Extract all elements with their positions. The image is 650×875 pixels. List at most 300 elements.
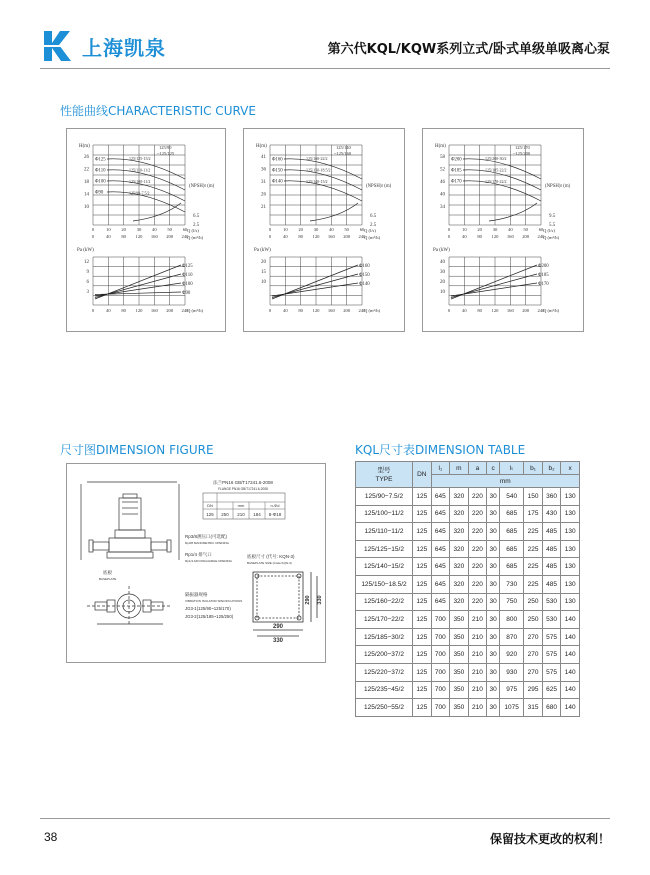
col-type bbox=[356, 462, 413, 488]
h-tick-label: 34 bbox=[440, 205, 445, 210]
flange-head-bolt: n-Φd bbox=[270, 503, 280, 508]
impeller-label: Φ90 bbox=[95, 190, 104, 196]
impeller-label: Φ200 bbox=[451, 157, 462, 163]
table-row bbox=[356, 540, 580, 558]
table-cell: 350 bbox=[450, 646, 469, 664]
h-axis-label: H(m) bbox=[79, 144, 90, 149]
table-row bbox=[356, 593, 580, 611]
power-curve bbox=[95, 292, 181, 295]
table-row bbox=[356, 681, 580, 699]
cell-type: 125/185−30/2 bbox=[356, 628, 413, 646]
power-curve-label: Φ170 bbox=[538, 282, 549, 287]
table-cell: 270 bbox=[524, 628, 543, 646]
table-cell: 130 bbox=[561, 575, 580, 593]
isolator-label: 隔振器规格 bbox=[185, 592, 208, 597]
table-cell: 350 bbox=[450, 611, 469, 629]
flange-val-bolt: 8-Φ18 bbox=[268, 512, 282, 517]
impeller-label: Φ140 bbox=[272, 179, 283, 185]
table-row bbox=[356, 558, 580, 576]
p-tick-label: 30 bbox=[440, 270, 445, 275]
table-cell: 645 bbox=[431, 575, 450, 593]
table-cell: 130 bbox=[561, 593, 580, 611]
table-cell: 685 bbox=[500, 523, 524, 541]
cell-type: 125/200−37/2 bbox=[356, 646, 413, 664]
q2-tick: 200 bbox=[343, 308, 351, 313]
h-tick-label: 18 bbox=[84, 180, 89, 185]
table-cell: 625 bbox=[542, 681, 561, 699]
impeller-label: Φ160 bbox=[272, 157, 283, 163]
table-cell: 485 bbox=[542, 558, 561, 576]
table-cell: 685 bbox=[500, 505, 524, 523]
npsh-label: (NPSH)r (m) bbox=[366, 184, 392, 189]
q1-tick: 40 bbox=[329, 227, 334, 232]
table-cell: 315 bbox=[524, 699, 543, 717]
cell-type: 125/160−22/2 bbox=[356, 593, 413, 611]
power-curve-label: Φ100 bbox=[182, 282, 193, 287]
impeller-label: Φ170 bbox=[451, 179, 462, 185]
curve-model-label: 125/125-15/2 bbox=[129, 156, 151, 161]
col-c: c bbox=[487, 462, 500, 475]
h-tick-label: 10 bbox=[84, 205, 89, 210]
q2-tick: 160 bbox=[506, 308, 514, 313]
curve-model-label: 125/100-11/2 bbox=[129, 179, 151, 184]
q2-tick: 240 bbox=[181, 308, 189, 313]
table-cell: 700 bbox=[431, 663, 450, 681]
footer-divider bbox=[40, 818, 610, 819]
table-cell: 350 bbox=[450, 628, 469, 646]
h-tick-label: 31 bbox=[261, 180, 266, 185]
table-cell: 30 bbox=[487, 663, 500, 681]
table-cell: 130 bbox=[561, 523, 580, 541]
q2-axis-label: Q (m³/h) bbox=[364, 308, 381, 313]
table-row bbox=[356, 523, 580, 541]
q1-tick: 50 bbox=[167, 227, 172, 232]
flange-title: 法兰PN16 GB/T17241.6-2008 bbox=[213, 480, 273, 485]
curve-model-label: 125/160-22/2 bbox=[306, 156, 328, 161]
q1-tick: 10 bbox=[462, 227, 467, 232]
p-tick-label: 3 bbox=[86, 290, 89, 295]
table-cell: 320 bbox=[450, 575, 469, 593]
table-cell: 140 bbox=[561, 628, 580, 646]
q1-tick: 50 bbox=[523, 227, 528, 232]
series-label: ~125/200 bbox=[513, 151, 531, 156]
col-x: x bbox=[561, 462, 580, 475]
h-tick-label: 26 bbox=[84, 155, 89, 160]
table-cell: 30 bbox=[487, 505, 500, 523]
col-b2: b₂ bbox=[542, 462, 561, 475]
q2-tick: 80 bbox=[298, 234, 303, 239]
table-cell: 530 bbox=[542, 611, 561, 629]
curve-model-label: 125/140-15/2 bbox=[306, 179, 328, 184]
q2-tick: 80 bbox=[477, 308, 482, 313]
col-b1: b₁ bbox=[524, 462, 543, 475]
table-cell: 685 bbox=[500, 540, 524, 558]
p-axis-label: Pa (kW) bbox=[254, 248, 271, 253]
q1-tick: 0 bbox=[91, 227, 95, 232]
q1-tick: 60 bbox=[359, 227, 365, 232]
dimension-drawing bbox=[67, 464, 325, 662]
curve-model-label: 125/90-7.5/2 bbox=[129, 190, 150, 196]
table-cell: 930 bbox=[500, 663, 524, 681]
table-cell: 30 bbox=[487, 699, 500, 717]
col-a: a bbox=[468, 462, 487, 475]
table-cell: 680 bbox=[542, 699, 561, 717]
table-cell: 220 bbox=[468, 593, 487, 611]
performance-curve-2 bbox=[244, 129, 404, 331]
q2-tick: 160 bbox=[150, 308, 158, 313]
table-cell: 125 bbox=[413, 575, 432, 593]
q2-tick: 160 bbox=[327, 308, 335, 313]
p-tick-label: 6 bbox=[86, 280, 89, 285]
h-tick-label: 46 bbox=[440, 180, 445, 185]
q2-axis-label: Q (m³/h) bbox=[543, 235, 560, 240]
q2-axis-label: Q (m³/h) bbox=[364, 235, 381, 240]
impeller-label: Φ110 bbox=[95, 168, 106, 174]
curve-model-label: 125/200-30/2 bbox=[485, 156, 507, 161]
table-cell: 870 bbox=[500, 628, 524, 646]
power-curve-label: Φ90 bbox=[182, 291, 191, 296]
q2-tick: 240 bbox=[358, 234, 366, 239]
h-tick-label: 14 bbox=[84, 192, 89, 198]
flange-sub: FLANGE PN16 GB/T17241.6-2008 bbox=[218, 487, 268, 491]
col-type-cn: 型号 bbox=[377, 466, 391, 474]
flange-val-d: 250 bbox=[221, 512, 229, 517]
table-cell: 125 bbox=[413, 628, 432, 646]
note-manometric: Rp3/8测压口(可选配) bbox=[185, 534, 228, 539]
cell-type: 125/250−55/2 bbox=[356, 699, 413, 717]
p-tick-label: 10 bbox=[440, 290, 445, 295]
flange-val-dn: 125 bbox=[206, 512, 214, 517]
series-label: 125/140 bbox=[336, 145, 351, 150]
table-cell: 210 bbox=[468, 663, 487, 681]
q1-tick: 60 bbox=[182, 227, 188, 232]
table-cell: 125 bbox=[413, 488, 432, 506]
table-cell: 250 bbox=[524, 611, 543, 629]
q2-tick: 120 bbox=[135, 308, 143, 313]
q2-tick: 40 bbox=[283, 308, 288, 313]
table-cell: 320 bbox=[450, 523, 469, 541]
q2-tick: 40 bbox=[462, 308, 467, 313]
q2-tick: 0 bbox=[268, 234, 272, 239]
curve-panel-2 bbox=[243, 128, 405, 332]
h-tick-label: 21 bbox=[261, 205, 266, 210]
page-header bbox=[0, 0, 650, 70]
q2-tick: 80 bbox=[121, 234, 126, 239]
dimension-table bbox=[355, 461, 580, 717]
q2-tick: 80 bbox=[477, 234, 482, 239]
table-cell: 270 bbox=[524, 646, 543, 664]
q2-axis-label: Q (m³/h) bbox=[543, 308, 560, 313]
pump-elevation-view bbox=[81, 482, 179, 560]
q2-tick: 160 bbox=[150, 234, 158, 239]
curve-panel-1 bbox=[66, 128, 226, 332]
company-logo bbox=[40, 28, 166, 64]
q1-tick: 0 bbox=[268, 227, 272, 232]
q1-tick: 50 bbox=[344, 227, 349, 232]
baseplate-label: 底板尺寸 (代号: KQN-3) bbox=[247, 554, 295, 559]
table-cell: 530 bbox=[542, 593, 561, 611]
flange-spec-table bbox=[203, 479, 285, 519]
q2-tick: 200 bbox=[343, 234, 351, 239]
table-header-row bbox=[356, 462, 580, 475]
table-row bbox=[356, 488, 580, 506]
cell-type: 125/125−15/2 bbox=[356, 540, 413, 558]
q2-tick: 0 bbox=[268, 308, 272, 313]
table-row bbox=[356, 628, 580, 646]
table-cell: 220 bbox=[468, 505, 487, 523]
q2-tick: 200 bbox=[166, 308, 174, 313]
table-cell: 485 bbox=[542, 523, 561, 541]
table-cell: 750 bbox=[500, 593, 524, 611]
table-cell: 645 bbox=[431, 488, 450, 506]
table-cell: 30 bbox=[487, 628, 500, 646]
table-cell: 140 bbox=[561, 699, 580, 717]
flange-val-k2: 184 bbox=[253, 512, 261, 517]
q2-tick: 240 bbox=[358, 308, 366, 313]
curve-model-label: 125/170-22/2 bbox=[485, 179, 507, 184]
table-cell: 225 bbox=[524, 540, 543, 558]
table-cell: 210 bbox=[468, 699, 487, 717]
h-axis-label: H(m) bbox=[256, 144, 267, 149]
table-cell: 645 bbox=[431, 540, 450, 558]
curve-model-label: 125/110-11/2 bbox=[129, 167, 151, 173]
npsh-label: (NPSH)r (m) bbox=[189, 184, 215, 189]
table-cell: 125 bbox=[413, 540, 432, 558]
table-cell: 320 bbox=[450, 558, 469, 576]
table-cell: 30 bbox=[487, 593, 500, 611]
q2-tick: 240 bbox=[181, 234, 189, 239]
q2-tick: 200 bbox=[166, 234, 174, 239]
table-row bbox=[356, 663, 580, 681]
table-cell: 140 bbox=[561, 681, 580, 699]
q1-tick: 30 bbox=[136, 227, 142, 232]
cell-type: 125/100−11/2 bbox=[356, 505, 413, 523]
p-tick-label: 10 bbox=[261, 280, 266, 285]
table-cell: 250 bbox=[524, 593, 543, 611]
isolator-label-en: VIBRATION ISOLATOR SPECIFICATIONS bbox=[185, 599, 243, 603]
table-row bbox=[356, 611, 580, 629]
q2-tick: 120 bbox=[491, 234, 499, 239]
cell-type: 125/220−37/2 bbox=[356, 663, 413, 681]
table-cell: 140 bbox=[561, 646, 580, 664]
cell-type: 125/170−22/2 bbox=[356, 611, 413, 629]
flange-head-dn: DN bbox=[207, 503, 213, 508]
page-number: 38 bbox=[44, 830, 58, 844]
table-cell: 225 bbox=[524, 558, 543, 576]
curve-section-title: 性能曲线CHARACTERISTIC CURVE bbox=[60, 104, 256, 118]
table-cell: 210 bbox=[468, 646, 487, 664]
table-cell: 125 bbox=[413, 558, 432, 576]
table-cell: 485 bbox=[542, 540, 561, 558]
curve-panel-3 bbox=[422, 128, 584, 332]
table-cell: 575 bbox=[542, 646, 561, 664]
dimension-figure-panel bbox=[66, 463, 326, 663]
q1-axis-label: Q (l/s) bbox=[364, 228, 376, 233]
npsh-tick: 9.5 bbox=[549, 214, 556, 219]
power-curve bbox=[272, 283, 358, 296]
npsh-curve bbox=[133, 203, 181, 221]
cell-type: 125/235−45/2 bbox=[356, 681, 413, 699]
baseplate-label-en: BASEPLATE SIZE (Code:KQN-3) bbox=[247, 561, 292, 565]
p-tick-label: 9 bbox=[86, 270, 89, 275]
q2-tick: 240 bbox=[537, 234, 545, 239]
note-manometric-en: Rp3/8 MANOMETRIC OPENING bbox=[185, 541, 230, 545]
p-tick-label: 20 bbox=[440, 280, 445, 285]
base-label: 底板 bbox=[103, 570, 112, 575]
q1-axis-label: Q (l/s) bbox=[543, 228, 555, 233]
table-cell: 430 bbox=[542, 505, 561, 523]
q1-tick: 30 bbox=[313, 227, 319, 232]
table-cell: 800 bbox=[500, 611, 524, 629]
table-cell: 125 bbox=[413, 681, 432, 699]
npsh-curve bbox=[489, 203, 537, 221]
q2-tick: 120 bbox=[312, 308, 320, 313]
table-cell: 320 bbox=[450, 505, 469, 523]
table-cell: 30 bbox=[487, 681, 500, 699]
table-cell: 125 bbox=[413, 593, 432, 611]
q1-tick: 10 bbox=[106, 227, 111, 232]
dim-290-v: 290 bbox=[305, 595, 311, 605]
dim-330-v: 330 bbox=[317, 595, 323, 605]
table-cell: 150 bbox=[524, 488, 543, 506]
p-tick-label: 40 bbox=[440, 260, 445, 265]
figure-section-title: 尺寸图DIMENSION FIGURE bbox=[60, 443, 214, 457]
col-dn: DN bbox=[413, 462, 432, 488]
footer-note: 保留技术更改的权利！ bbox=[489, 832, 610, 846]
table-cell: 220 bbox=[468, 523, 487, 541]
npsh-label: (NPSH)r (m) bbox=[545, 184, 571, 189]
table-cell: 485 bbox=[542, 575, 561, 593]
table-cell: 125 bbox=[413, 646, 432, 664]
header-divider bbox=[40, 68, 610, 69]
q1-tick: 20 bbox=[121, 227, 126, 232]
q1-tick: 20 bbox=[477, 227, 482, 232]
npsh-tick: 2.5 bbox=[370, 223, 377, 228]
table-row bbox=[356, 699, 580, 717]
dim-330-h: 330 bbox=[272, 638, 284, 644]
series-label: ~125/160 bbox=[334, 151, 352, 156]
power-curve-label: Φ200 bbox=[538, 264, 549, 269]
col-l1: l₁ bbox=[431, 462, 450, 475]
series-label: ~125/125 bbox=[157, 151, 175, 156]
table-row bbox=[356, 646, 580, 664]
performance-curve-1 bbox=[67, 129, 225, 331]
table-cell: 220 bbox=[468, 488, 487, 506]
table-cell: 140 bbox=[561, 611, 580, 629]
q2-tick: 0 bbox=[447, 234, 451, 239]
table-cell: 350 bbox=[450, 681, 469, 699]
table-cell: 730 bbox=[500, 575, 524, 593]
table-cell: 700 bbox=[431, 681, 450, 699]
kq-logo-icon bbox=[40, 29, 76, 63]
npsh-curve bbox=[310, 203, 358, 221]
table-cell: 220 bbox=[468, 558, 487, 576]
h-tick-label: 58 bbox=[440, 155, 445, 160]
table-cell: 125 bbox=[413, 523, 432, 541]
table-cell: 220 bbox=[468, 575, 487, 593]
table-cell: 125 bbox=[413, 699, 432, 717]
p-tick-label: 20 bbox=[261, 260, 266, 265]
h-tick-label: 26 bbox=[261, 192, 266, 198]
table-cell: 575 bbox=[542, 663, 561, 681]
q2-axis-label: Q (m³/h) bbox=[187, 308, 204, 313]
table-cell: 975 bbox=[500, 681, 524, 699]
table-cell: 540 bbox=[500, 488, 524, 506]
table-row bbox=[356, 575, 580, 593]
q1-tick: 60 bbox=[538, 227, 544, 232]
power-curve-label: Φ110 bbox=[182, 273, 193, 278]
series-label: 125/170 bbox=[515, 145, 530, 150]
q2-tick: 80 bbox=[298, 308, 303, 313]
table-cell: 645 bbox=[431, 505, 450, 523]
q2-tick: 40 bbox=[462, 234, 467, 239]
table-section-title: KQL尺寸表DIMENSION TABLE bbox=[355, 443, 526, 457]
npsh-tick: 6.5 bbox=[370, 214, 377, 219]
q2-tick: 0 bbox=[91, 234, 95, 239]
p-tick-label: 12 bbox=[84, 260, 89, 265]
table-cell: 700 bbox=[431, 646, 450, 664]
pump-plan-view bbox=[87, 586, 171, 626]
h-tick-label: 40 bbox=[440, 192, 445, 198]
h-axis-label: H(m) bbox=[435, 144, 446, 149]
table-cell: 220 bbox=[468, 540, 487, 558]
q1-tick: 40 bbox=[152, 227, 157, 232]
table-cell: 130 bbox=[561, 505, 580, 523]
table-cell: 645 bbox=[431, 558, 450, 576]
curve-model-label: 125/150-18.5/2 bbox=[306, 167, 331, 173]
dim-290-h: 290 bbox=[272, 624, 284, 630]
performance-curve-3 bbox=[423, 129, 583, 331]
table-row bbox=[356, 505, 580, 523]
q1-tick: 10 bbox=[283, 227, 288, 232]
cell-type: 125/110−11/2 bbox=[356, 523, 413, 541]
table-cell: 350 bbox=[450, 699, 469, 717]
table-cell: 350 bbox=[450, 663, 469, 681]
power-curve-label: Φ125 bbox=[182, 264, 193, 269]
q1-tick: 30 bbox=[492, 227, 498, 232]
table-cell: 320 bbox=[450, 593, 469, 611]
q2-tick: 200 bbox=[522, 308, 530, 313]
power-curve bbox=[451, 283, 537, 296]
table-cell: 175 bbox=[524, 505, 543, 523]
q2-tick: 80 bbox=[121, 308, 126, 313]
col-type-en: TYPE bbox=[375, 475, 393, 483]
note-air-en: Rp1/4 AIR DISCHARGE OPENING bbox=[185, 559, 233, 563]
h-tick-label: 41 bbox=[261, 155, 266, 160]
p-axis-label: Pa (kW) bbox=[433, 248, 450, 253]
table-cell: 645 bbox=[431, 523, 450, 541]
table-cell: 295 bbox=[524, 681, 543, 699]
table-cell: 210 bbox=[468, 681, 487, 699]
table-cell: 30 bbox=[487, 575, 500, 593]
q1-tick: 20 bbox=[298, 227, 303, 232]
table-cell: 645 bbox=[431, 593, 450, 611]
q2-tick: 40 bbox=[106, 308, 111, 313]
table-cell: 685 bbox=[500, 558, 524, 576]
q1-tick: 40 bbox=[508, 227, 513, 232]
table-cell: 30 bbox=[487, 646, 500, 664]
base-label-en: BASEPLATE bbox=[99, 577, 117, 581]
q2-tick: 120 bbox=[135, 234, 143, 239]
table-cell: 125 bbox=[413, 611, 432, 629]
npsh-tick: 6.5 bbox=[193, 214, 200, 219]
table-cell: 700 bbox=[431, 699, 450, 717]
table-cell: 30 bbox=[487, 523, 500, 541]
h-tick-label: 52 bbox=[440, 167, 445, 173]
col-lt: lₜ bbox=[500, 462, 524, 475]
table-cell: 210 bbox=[468, 611, 487, 629]
isolator-1: JG3-1(125/90~125/170) bbox=[185, 606, 231, 611]
